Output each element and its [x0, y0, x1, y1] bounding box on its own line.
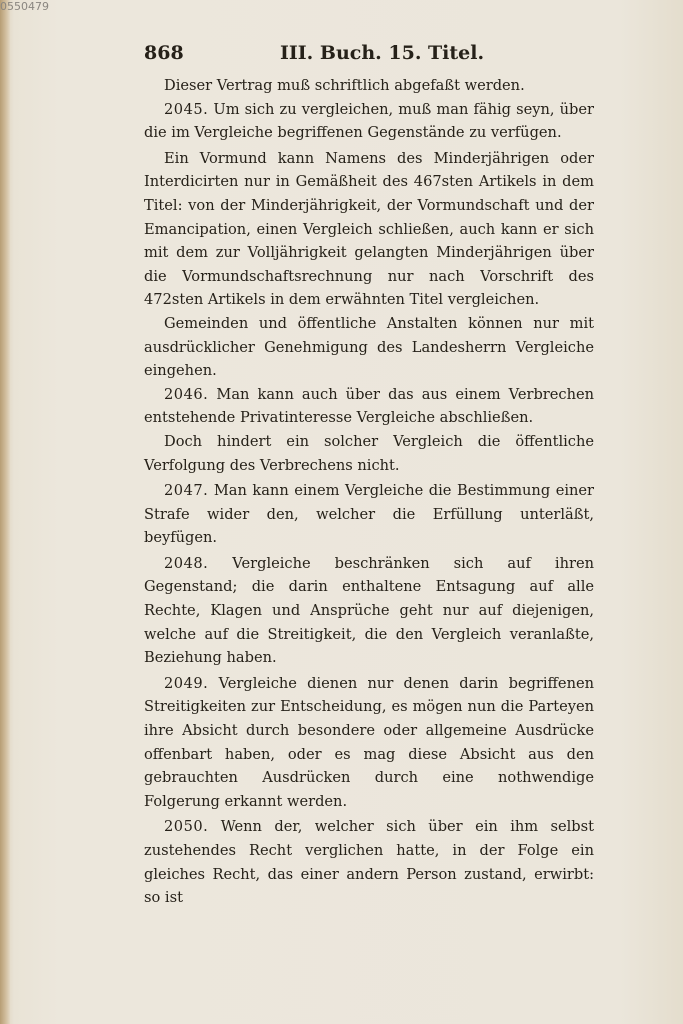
page-number: 868 [144, 42, 184, 64]
paragraph-text: Man kann einem Vergleiche die Bestimmung einer Strafe wider den, welcher die Erfüllung unterläßt, beyfügen. [144, 482, 595, 547]
paragraph [144, 815, 594, 909]
article-number: 2048. [164, 554, 209, 572]
paragraph [144, 552, 594, 670]
article-number: 2045. [164, 100, 209, 118]
paragraph [144, 98, 594, 145]
page-header [140, 42, 600, 66]
paragraph-text: Doch hindert ein solcher Vergleich die öffentliche Verfolgung des Verbrechens nicht. [144, 432, 594, 474]
paragraph [144, 479, 594, 550]
article-number: 2047. [164, 482, 209, 500]
paragraph-text: Ein Vormund kann Namens des Minderjährigen oder Interdicirten nur in Gemäßheit des 467sten Artikels in dem Titel: von der Minderjährigkeit, der Vormundschaft und der Emancipation, einen Vergleich schließen, auch kann er sich mit dem zur Volljährigkeit gelangten Minderjährigen über die Vormundschaftsrechnung nur nach Vorschrift des 472sten Artikels in dem erwähnten Titel vergleichen. [144, 149, 594, 309]
page-binding-edge [0, 0, 10, 1024]
paragraph-text: Gemeinden und öffentliche Anstalten können nur mit ausdrücklicher Genehmigung des Landesherrn Vergleiche eingehen. [144, 314, 594, 380]
article-number: 2049. [164, 674, 209, 692]
page-body [144, 74, 594, 910]
paragraph [144, 383, 594, 430]
paragraph [144, 147, 594, 312]
paragraph [144, 672, 594, 814]
scan-id-stamp: 0550479 [0, 0, 49, 13]
paragraph [144, 312, 594, 383]
article-number: 2050. [164, 818, 209, 836]
paragraph-text: Um sich zu vergleichen, muß man fähig seyn, über die im Vergleiche begriffenen Gegenstände zu verfügen. [144, 100, 595, 142]
paragraph-text: Vergleiche beschränken sich auf ihren Gegenstand; die darin enthaltene Entsagung auf alle Rechte, Klagen und Ansprüche geht nur auf diejenigen, welche auf die Streitigkeit, die den Vergleich veranlaßte, Beziehung haben. [144, 554, 594, 667]
paragraph-text: Man kann auch über das aus einem Verbrechen entstehende Privatinteresse Vergleiche abschließen. [144, 385, 595, 427]
paragraph [144, 430, 594, 477]
paragraph-text: Dieser Vertrag muß schriftlich abgefaßt werden. [164, 77, 525, 94]
running-head: III. Buch. 15. Titel. [280, 42, 485, 64]
paragraph-text: Vergleiche dienen nur denen darin begriffenen Streitigkeiten zur Entscheidung, es mögen nun die Parteyen ihre Absicht durch besondere oder allgemeine Ausdrücke offenbart haben, oder es mag diese Absicht aus den gebrauchten Ausdrücken durch eine nothwendige Folgerung erkannt werden. [144, 674, 594, 810]
paragraph [144, 74, 594, 98]
article-number: 2046. [164, 385, 209, 403]
paragraph-text: Wenn der, welcher sich über ein ihm selbst zustehendes Recht verglichen hatte, in der Folge ein gleiches Recht, das einer andern Person zustand, erwirbt: so ist [144, 818, 594, 907]
